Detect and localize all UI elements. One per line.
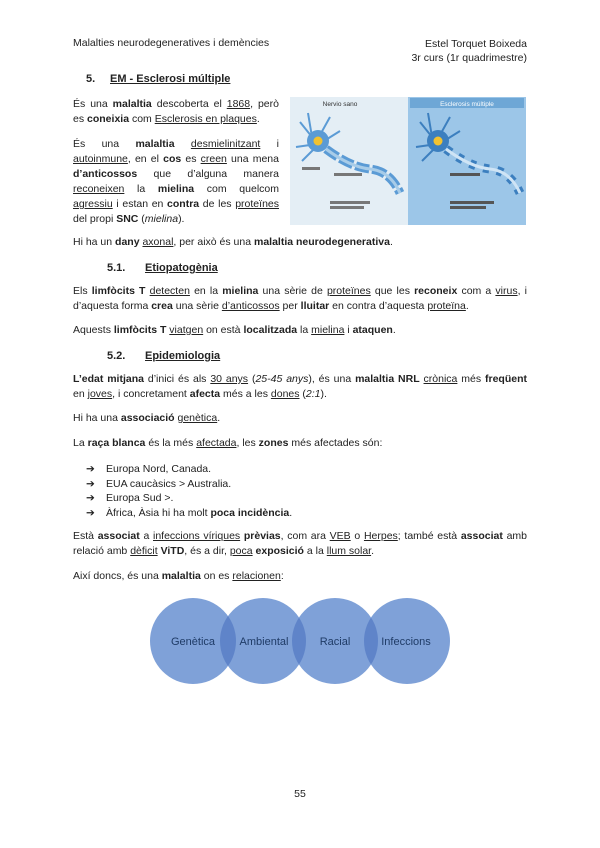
section-number: 5. xyxy=(86,73,96,85)
ms-nerve-figure xyxy=(290,97,526,225)
arrow-icon: ➔ xyxy=(86,492,95,504)
list-item: ➔ Europa Sud >. xyxy=(86,492,174,504)
factor-label-genetics: Genètica xyxy=(170,636,216,648)
arrow-icon: ➔ xyxy=(86,477,95,490)
paragraph-genetic-association: Hi ha una associació genètica. xyxy=(73,412,221,424)
figure-right-title: Esclerosis múltiple xyxy=(440,101,494,108)
section-title: EM - Esclerosi múltiple xyxy=(110,73,231,85)
paragraph-white-race: La raça blanca és la més afectada, les zones més afectades són: xyxy=(73,437,383,449)
factor-label-racial: Racial xyxy=(319,636,351,648)
factor-label-infections: Infeccions xyxy=(381,636,431,648)
header-course-year: 3r curs (1r quadrimestre) xyxy=(411,52,527,64)
factor-label-environmental: Ambiental xyxy=(239,636,289,648)
paragraph-relations-intro: Així doncs, és una malaltia on es relacionen: xyxy=(73,570,284,582)
arrow-icon: ➔ xyxy=(86,463,95,475)
section-heading xyxy=(86,73,230,85)
list-item: ➔ Àfrica, Àsia hi ha molt poca incidència. xyxy=(86,506,293,519)
paragraph-axonal-damage: Hi ha un dany axonal, per això és una malaltia neurodegenerativa. xyxy=(73,236,393,248)
page-number: 55 xyxy=(294,788,306,800)
subsection-heading-epidemiology: 5.2. Epidemiologia xyxy=(107,350,221,362)
list-item: ➔ EUA caucàsics > Australia. xyxy=(86,477,232,490)
header-author xyxy=(411,37,527,65)
paragraph-t-lymphocytes: Els limfòcits T detecten en la mielina una sèrie de proteïnes que les reconeix com a virus, i d’aquesta forma crea una sèrie d’anticossos per lluitar en contra d’aquesta proteïna. xyxy=(73,285,527,312)
paragraph-age-onset: L’edat mitjana d’inici és als 30 anys (25-45 anys), és una malaltia NRL crònica més freqüent en joves, i concretament afecta més a les dones (2:1). xyxy=(73,373,527,400)
factors-diagram xyxy=(148,596,454,686)
figure-left-title: Nervio sano xyxy=(322,101,358,108)
arrow-icon: ➔ xyxy=(86,506,95,519)
affected-zones-list xyxy=(86,462,292,520)
paragraph-lymphocyte-attack: Aquests limfòcits T viatgen on està localitzada la mielina i ataquen. xyxy=(73,324,396,336)
header-course-title: Malalties neurodegeneratives i demències xyxy=(73,37,270,49)
paragraph-definition: És una malaltia desmielinitzant i autoinmune, en el cos es creen una mena d’anticossos que d’alguna manera reconeixen la mielina com quelcom agressiu i estan en contra de les proteïnes del propi SNC (mielina). xyxy=(73,138,280,225)
subsection-heading-etiopathogenesis: 5.1. Etiopatogènia xyxy=(107,262,218,274)
list-item: ➔ Europa Nord, Canada. xyxy=(86,463,212,475)
header-author-name: Estel Torquet Boixeda xyxy=(425,38,527,50)
paragraph-discovery: És una malaltia descoberta el 1868, però es coneixia com Esclerosis en plaques. xyxy=(73,98,279,125)
paragraph-viral-infections: Està associat a infeccions víriques prèvias, com ara VEB o Herpes; també està associat amb relació amb dèficit ViTD, és a dir, poca exposició a la llum solar. xyxy=(73,530,527,557)
